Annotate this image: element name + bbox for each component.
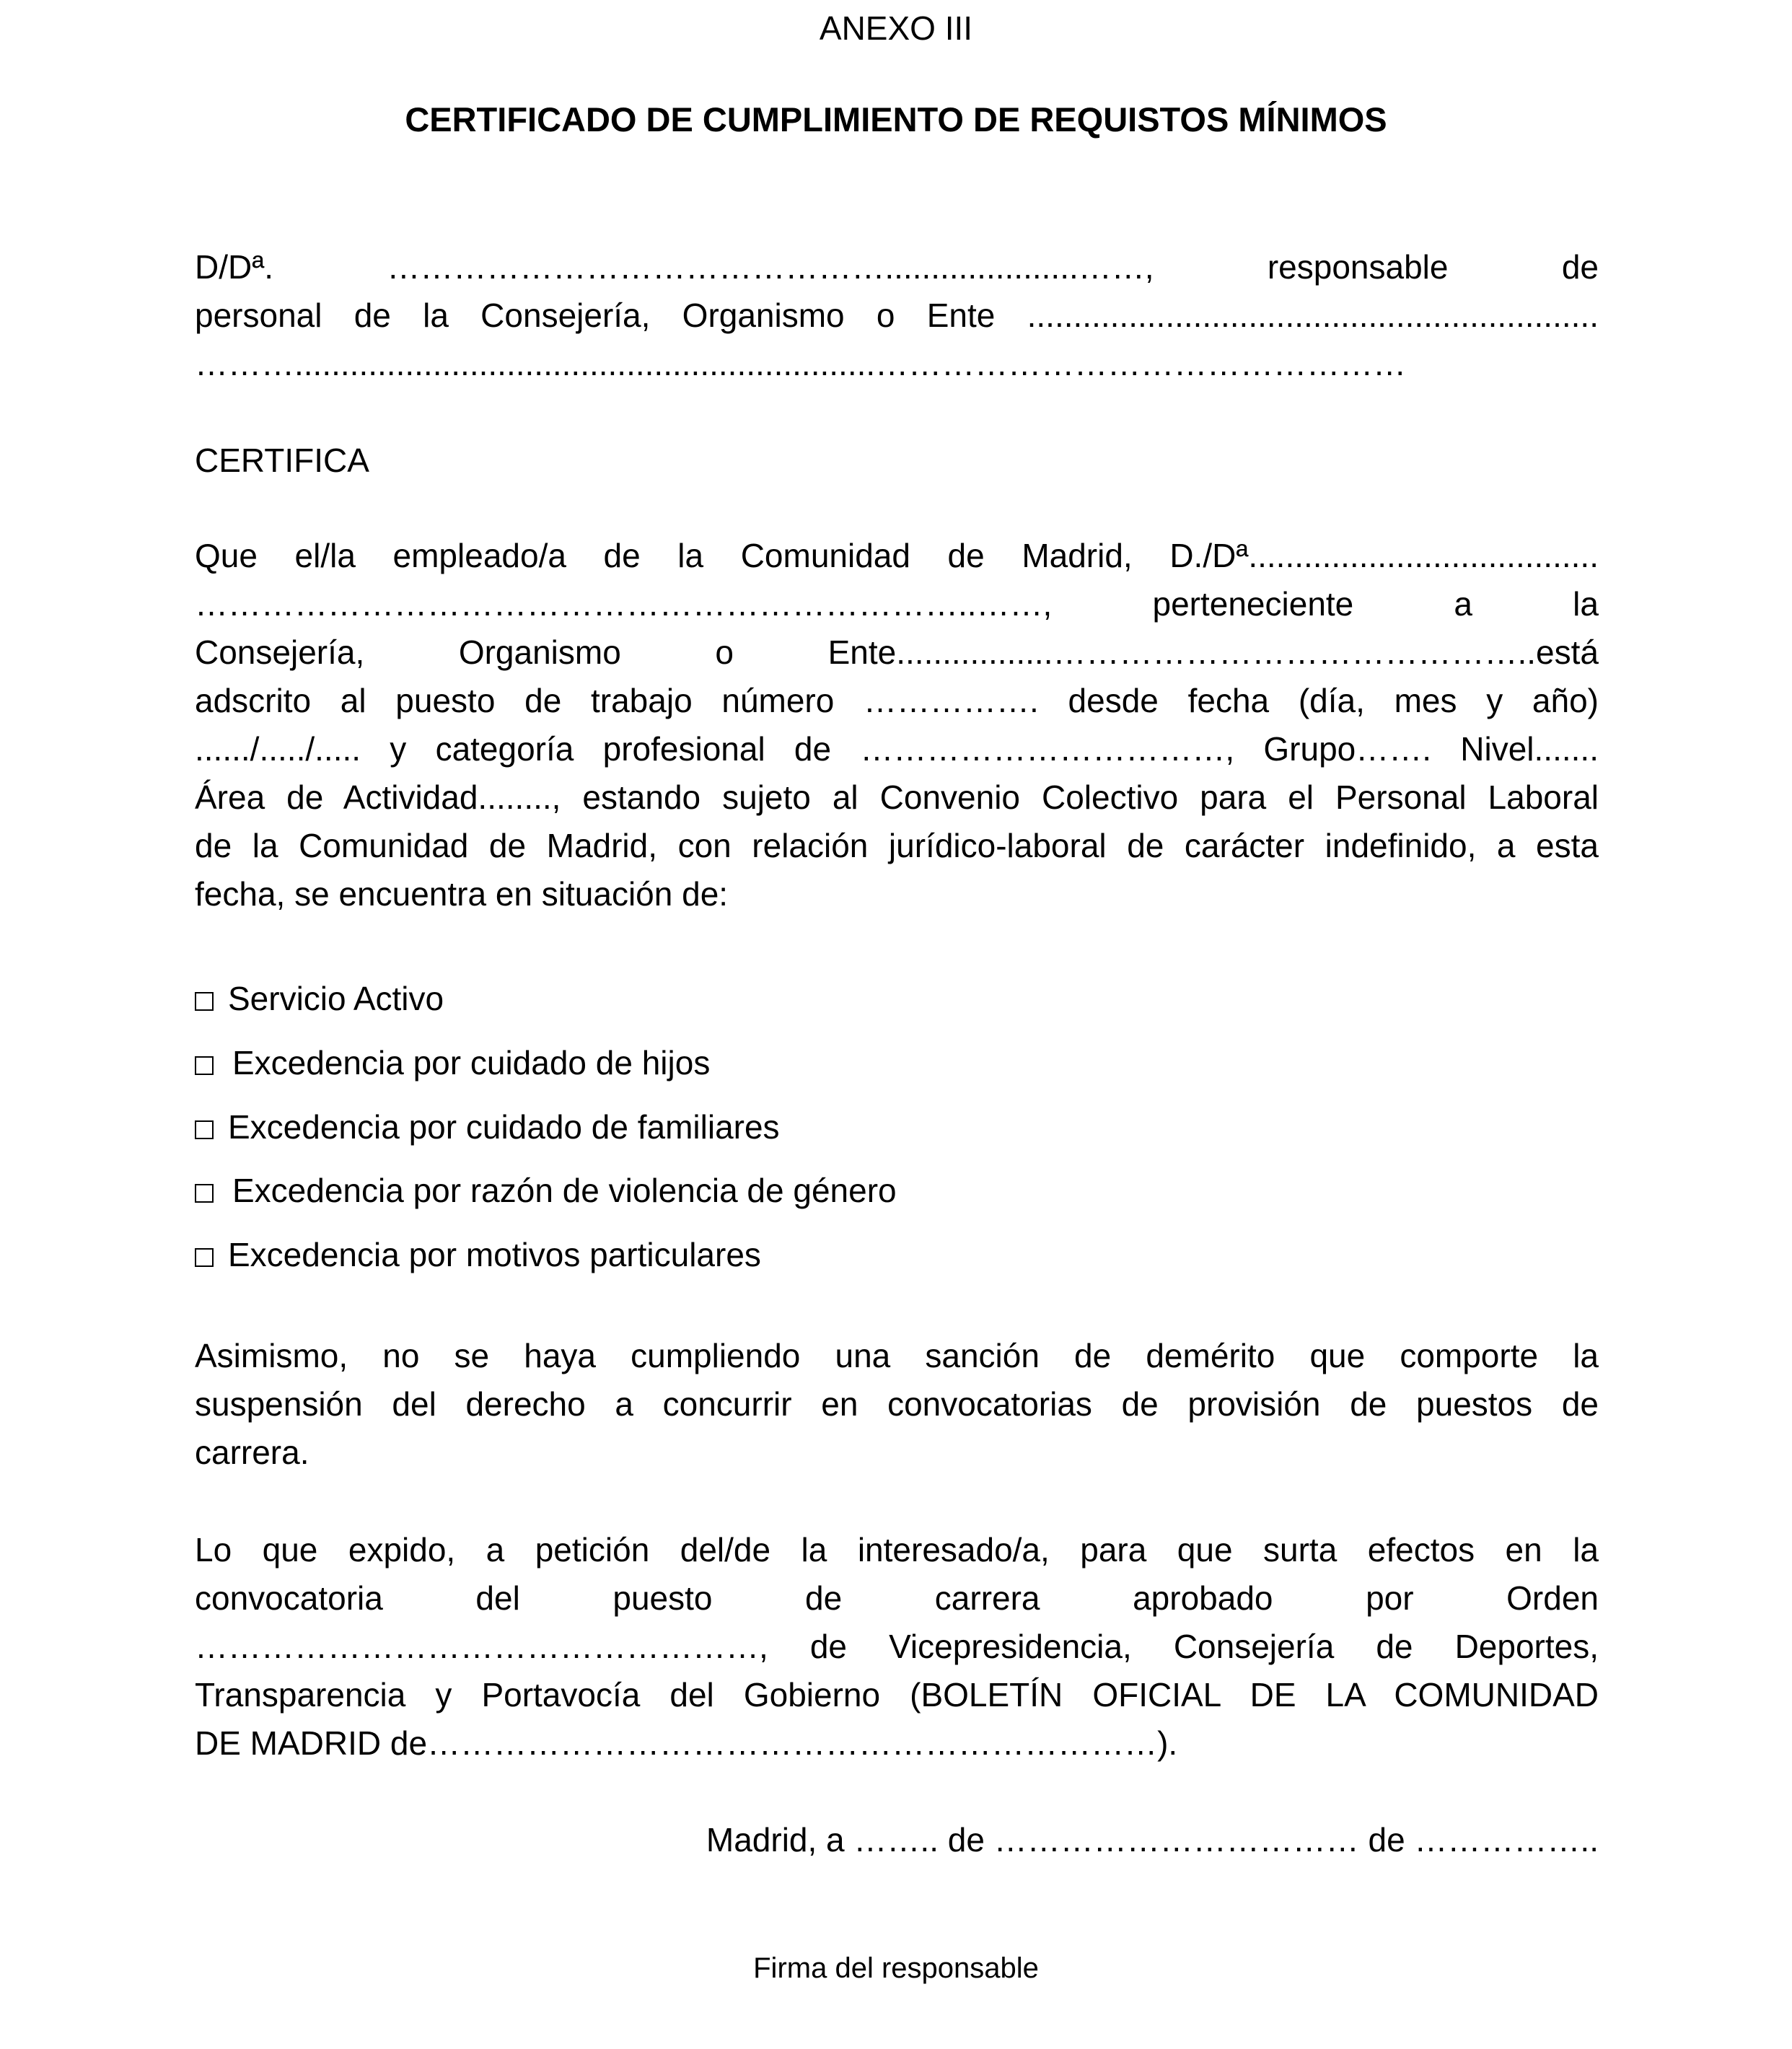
situation-label: Excedencia por motivos particulares <box>228 1236 761 1273</box>
employee-line-3: Consejería, Organismo o Ente.................……………………………………..está <box>195 633 1599 671</box>
situation-option[interactable] <box>195 1167 1599 1215</box>
situation-label: Excedencia por cuidado de familiares <box>228 1108 780 1146</box>
place-date-line: Madrid, a …….. de …………………………… de …………….. <box>706 1821 1599 1859</box>
responsible-line-3: ………...............................................................………………………………………… <box>195 345 1407 382</box>
responsible-line-1: D/Dª. ……………………………………….....................……, responsable de <box>195 248 1599 286</box>
employee-line-1: Que el/la empleado/a de la Comunidad de Madrid, D./Dª...................................... <box>195 537 1599 574</box>
issuance-line-1: Lo que expido, a petición del/de la interesado/a, para que surta efectos en la <box>195 1531 1599 1568</box>
checkbox-icon[interactable] <box>195 1056 214 1075</box>
employee-line-6: Área de Actividad........, estando sujeto al Convenio Colectivo para el Personal Laboral <box>195 778 1599 816</box>
employee-line-7: de la Comunidad de Madrid, con relación jurídico-laboral de carácter indefinido, a esta <box>195 827 1599 864</box>
sanction-line-1: Asimismo, no se haya cumpliendo una sanción de demérito que comporte la <box>195 1337 1599 1374</box>
employee-line-2: ……………………………………………………………..……, perteneciente a la <box>195 585 1599 623</box>
responsible-line-2: personal de la Consejería, Organismo o Ente .............................................................. <box>195 297 1599 334</box>
employee-line-5: ....../...../..... y categoría profesional de ……………………………, Grupo……. Nivel....... <box>195 730 1599 768</box>
situation-label: Servicio Activo <box>228 980 444 1017</box>
checkbox-icon[interactable] <box>195 1184 214 1203</box>
annex-title: ANEXO III <box>819 9 973 47</box>
sanction-line-3: carrera. <box>195 1434 309 1471</box>
situation-option[interactable] <box>195 975 1599 1023</box>
situation-option[interactable] <box>195 1103 1599 1151</box>
situation-label: Excedencia por cuidado de hijos <box>232 1044 711 1081</box>
signature-label: Firma del responsable <box>753 1952 1039 1984</box>
issuance-line-2: convocatoria del puesto de carrera aprobado por Orden <box>195 1579 1599 1617</box>
checkbox-icon[interactable] <box>195 1120 214 1139</box>
issuance-line-4: Transparencia y Portavocía del Gobierno (BOLETÍN OFICIAL DE LA COMUNIDAD <box>195 1676 1599 1714</box>
situation-option[interactable] <box>195 1039 1599 1087</box>
checkbox-icon[interactable] <box>195 992 214 1011</box>
employee-line-8: fecha, se encuentra en situación de: <box>195 875 729 913</box>
certifica-heading: CERTIFICA <box>195 442 369 479</box>
checkbox-icon[interactable] <box>195 1248 214 1267</box>
situation-option[interactable] <box>195 1231 1599 1279</box>
issuance-line-3: ……………………………………………, de Vicepresidencia, Consejería de Deportes, <box>195 1628 1599 1665</box>
sanction-line-2: suspensión del derecho a concurrir en convocatorias de provisión de puestos de <box>195 1385 1599 1423</box>
employee-line-4: adscrito al puesto de trabajo número ……………. desde fecha (día, mes y año) <box>195 682 1599 719</box>
issuance-line-5: DE MADRID de…………………………………………………………). <box>195 1724 1178 1762</box>
document-title: CERTIFICADO DE CUMPLIMIENTO DE REQUISTOS MÍNIMOS <box>405 100 1387 139</box>
situation-label: Excedencia por razón de violencia de género <box>232 1172 897 1209</box>
